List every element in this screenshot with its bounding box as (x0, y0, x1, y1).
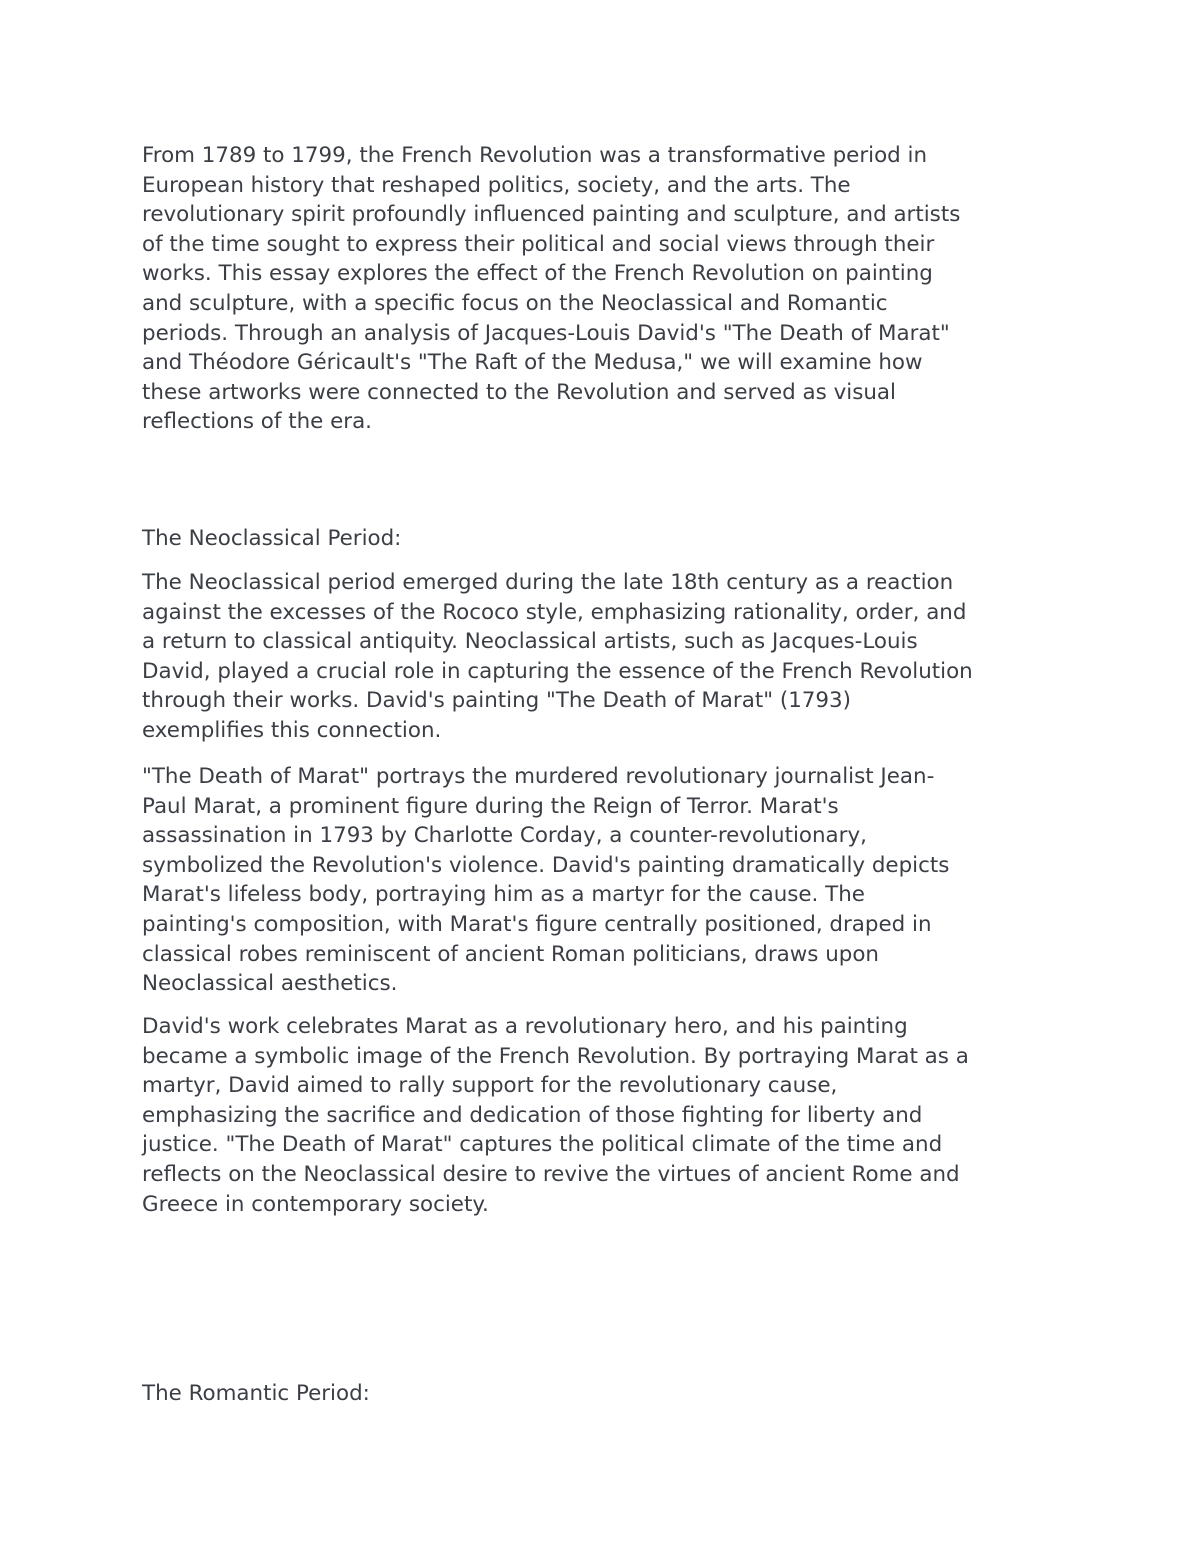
section-heading-romantic: The Romantic Period: (142, 1381, 370, 1406)
neoclassical-paragraph-3: David's work celebrates Marat as a revolutionary hero, and his painting became a symbolic image of the French Revolution. By portraying Marat as a martyr, David aimed to rally support for the revolutionary cause, emphasizing the sacrifice and dedication of those fighting for liberty and justice. "The Death of Marat" captures the political climate of the time and reflects on the Neoclassical desire to revive the virtues of ancient Rome and Greece in contemporary society. (142, 1014, 969, 1217)
intro-paragraph: From 1789 to 1799, the French Revolution was a transformative period in European history that reshaped politics, society, and the arts. The revolutionary spirit profoundly influenced painting and sculpture, and artists of the time sought to express their political and social views through their works. This essay explores the effect of the French Revolution on painting and sculpture, with a specific focus on the Neoclassical and Romantic periods. Through an analysis of Jacques-Louis David's "The Death of Marat" and Théodore Géricault's "The Raft of the Medusa," we will examine how these artworks were connected to the Revolution and served as visual reflections of the era. (142, 143, 961, 435)
section-heading-neoclassical: The Neoclassical Period: (142, 526, 402, 551)
neoclassical-paragraph-2: "The Death of Marat" portrays the murdered revolutionary journalist Jean- Paul Marat, a prominent figure during the Reign of Terror. Marat's assassination in 1793 by Charlotte Corday, a counter-revolutionary, symbolized the Revolution's violence. David's painting dramatically depicts Marat's lifeless body, portraying him as a martyr for the cause. The painting's composition, with Marat's figure centrally positioned, draped in classical robes reminiscent of ancient Roman politicians, draws upon Neoclassical aesthetics. (142, 764, 950, 997)
neoclassical-paragraph-1: The Neoclassical period emerged during the late 18th century as a reaction against the excesses of the Rococo style, emphasizing rationality, order, and a return to classical antiquity. Neoclassical artists, such as Jacques-Louis David, played a crucial role in capturing the essence of the French Revolution through their works. David's painting "The Death of Marat" (1793) exemplifies this connection. (142, 570, 973, 743)
